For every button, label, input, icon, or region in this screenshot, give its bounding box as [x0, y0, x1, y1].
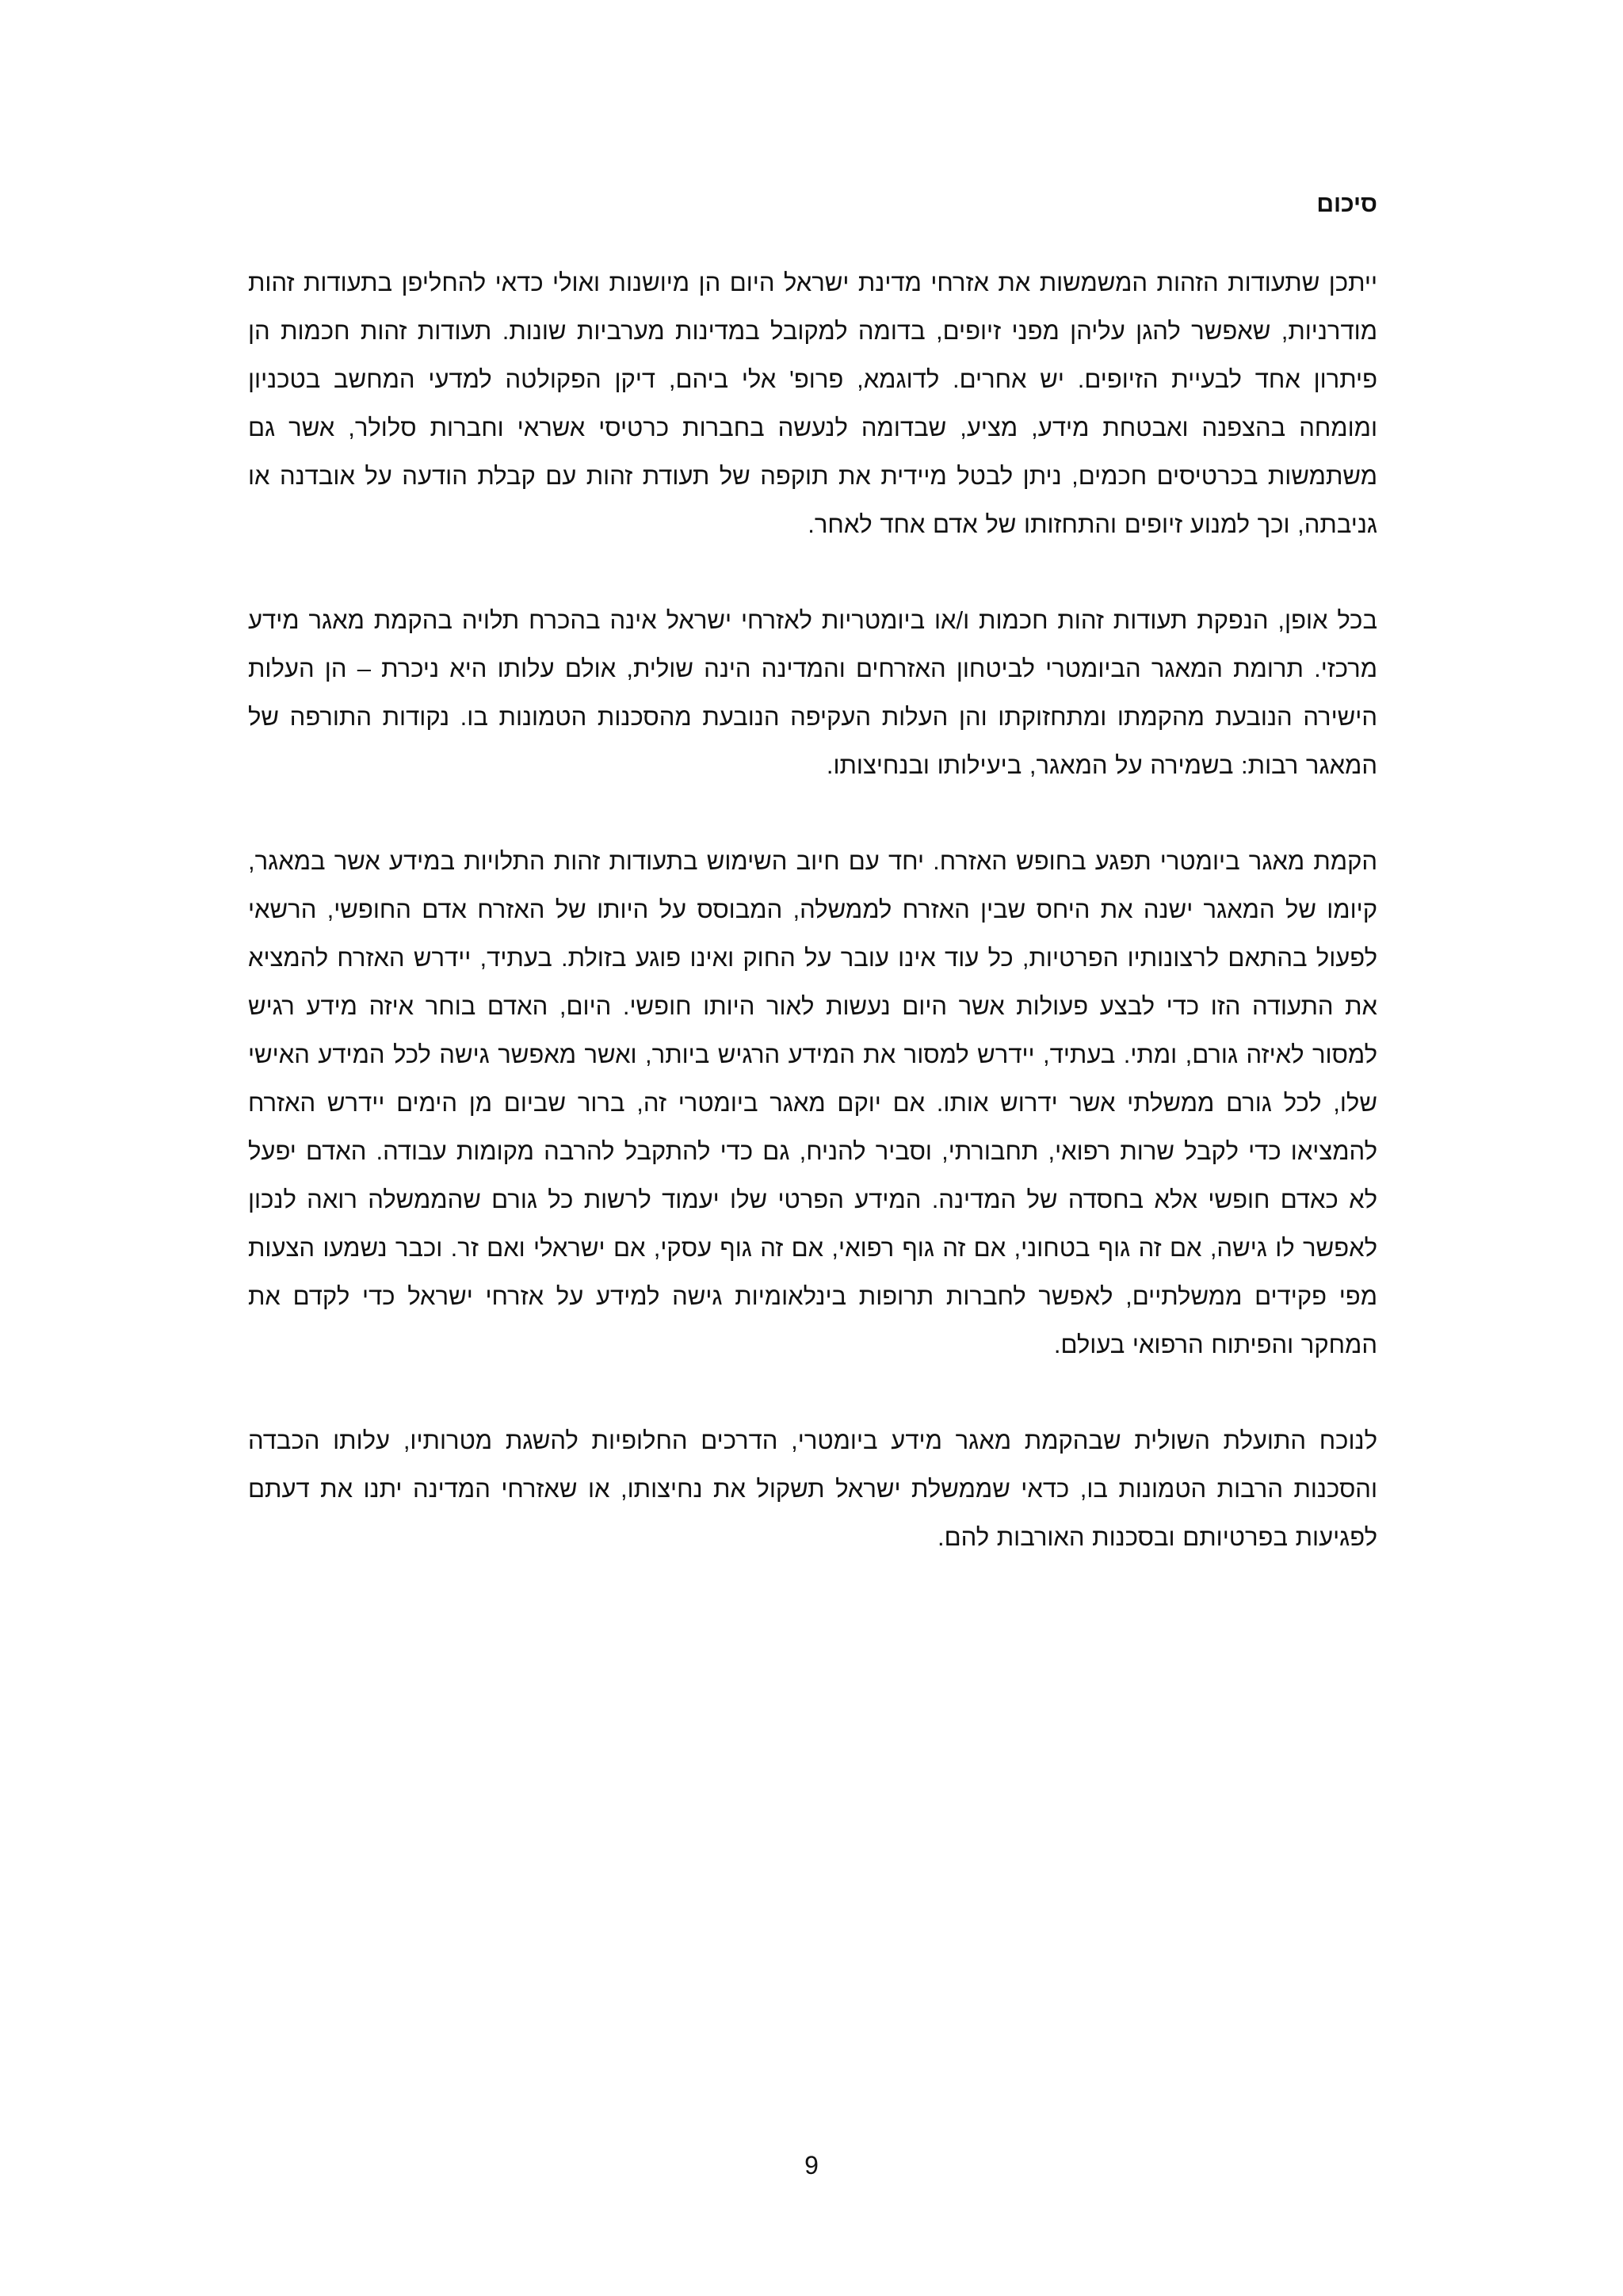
paragraph-4: לנוכח התועלת השולית שבהקמת מאגר מידע ביומטרי, הדרכים החלופיות להשגת מטרותיו, עלותו הכבדה והסכנות הרבות הטמונות בו, כדאי שממשלת ישראל תשקול את נחיצותו, או שאזרחי המדינה יתנו את דעתם לפגיעות בפרטיותם ובסכנות האורבות להם.: [248, 1427, 1377, 1551]
paragraph-3: הקמת מאגר ביומטרי תפגע בחופש האזרח. יחד עם חיוב השימוש בתעודות זהות התלויות במידע אשר במאגר, קיומו של המאגר ישנה את היחס שבין האזרח לממשלה, המבוסס על היותו של האזרח אדם החופשי, הרשאי לפעול בהתאם לרצונותיו הפרטיות, כל עוד אינו עובר על החוק ואינו פוגע בזולת. בעתיד, יידרש האזרח להמציא את התעודה הזו כדי לבצע פעולות אשר היום נעשות לאור היותו חופשי. היום, האדם בוחר איזה מידע רגיש למסור לאיזה גורם, ומתי. בעתיד, יידרש למסור את המידע הרגיש ביותר, ואשר מאפשר גישה לכל המידע האישי שלו, לכל גורם ממשלתי אשר ידרוש אותו. אם יוקם מאגר ביומטרי זה, ברור שביום מן הימים יידרש האזרח להמציאו כדי לקבל שרות רפואי, תחבורתי, וסביר להניח, גם כדי להתקבל להרבה מקומות עבודה. האדם יפעל לא כאדם חופשי אלא בחסדה של המדינה. המידע הפרטי שלו יעמוד לרשות כל גורם שהממשלה רואה לנכון לאפשר לו גישה, אם זה גוף בטחוני, אם זה גוף רפואי, אם זה גוף עסקי, אם ישראלי ואם זר. וכבר נשמעו הצעות מפי פקידים ממשלתיים, לאפשר לחברות תרופות בינלאומיות גישה למידע על אזרחי ישראל כדי לקדם את המחקר והפיתוח הרפואי בעולם.: [248, 847, 1377, 1358]
paragraph-2: בכל אופן, הנפקת תעודות זהות חכמות ו/או ביומטריות לאזרחי ישראל אינה בהכרח תלויה בהקמת מאגר מידע מרכזי. תרומת המאגר הביומטרי לביטחון האזרחים והמדינה הינה שולית, אולם עלותו היא ניכרת – הן העלות הישירה הנובעת מהקמתו ומתחזוקתו והן העלות העקיפה הנובעת מהסכנות הטמונות בו. נקודות התורפה של המאגר רבות: בשמירה על המאגר, ביעילותו ובנחיצותו.: [248, 606, 1377, 779]
section-heading: סיכום: [1316, 191, 1377, 217]
page-number: 9: [804, 2151, 819, 2179]
document-body: [248, 189, 1377, 1609]
paragraph-1: ייתכן שתעודות הזהות המשמשות את אזרחי מדינת ישראל היום הן מיושנות ואולי כדאי להחליפן בתעודות זהות מודרניות, שאפשר להגן עליהן מפני זיופים, בדומה למקובל במדינות מערביות שונות. תעודות זהות חכמות הן פיתרון אחד לבעיית הזיופים. יש אחרים. לדוגמא, פרופ' אלי ביהם, דיקן הפקולטה למדעי המחשב בטכניון ומומחה בהצפנה ואבטחת מידע, מציע, שבדומה לנעשה בחברות כרטיסי אשראי וחברות סלולר, אשר גם משתמשות בכרטיסים חכמים, ניתן לבטל מיידית את תוקפה של תעודת זהות עם קבלת הודעה על אובדנה או גניבתה, וכך למנוע זיופים והתחזותו של אדם אחד לאחר.: [248, 269, 1377, 538]
